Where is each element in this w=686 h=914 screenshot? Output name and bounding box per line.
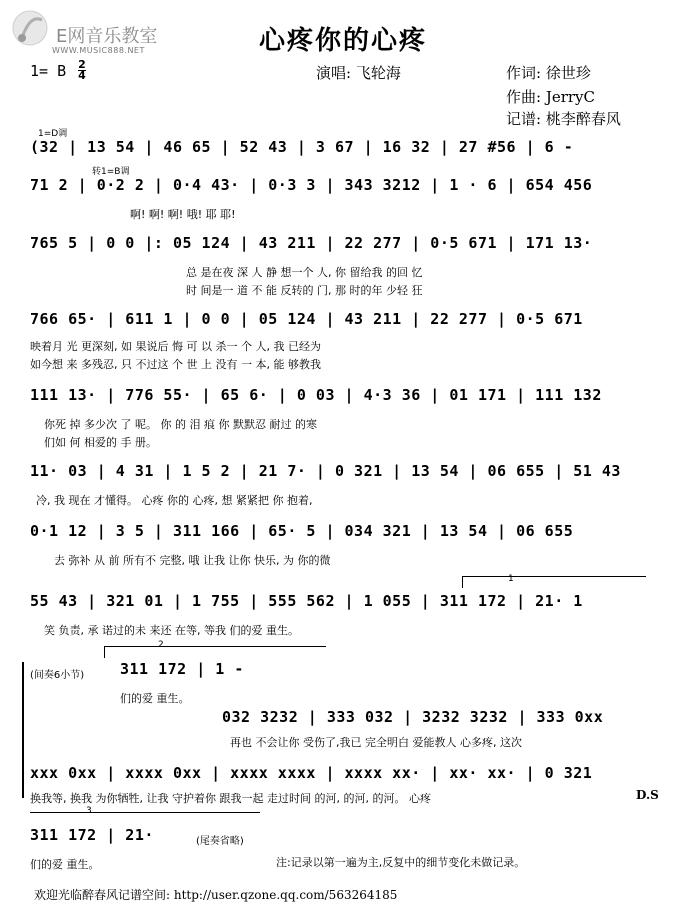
score-line-2: 71 2 | 0·2 2 | 0·4 43· | 0·3 3 | 343 3212 | 1 · 6 | 654 456 xyxy=(30,176,593,194)
volta-2-label: 2 xyxy=(158,640,164,650)
lyricist: 作词: 徐世珍 xyxy=(506,64,591,82)
transcriber: 记谱: 桃李醉春风 xyxy=(506,110,621,128)
score-line-11: xxx 0xx | xxxx 0xx | xxxx xxxx | xxxx xx· | xx· xx· | 0 321 xyxy=(30,764,593,782)
volta-2-bracket-edge xyxy=(104,646,105,658)
volta-2-bracket xyxy=(104,646,326,647)
lyric-line-10: 笑 负责, 承 诺过的未 来还 在等, 等我 们的爱 重生。 xyxy=(44,624,299,637)
key-change-note: 转1=B调 xyxy=(92,167,130,177)
score-line-10: 032 3232 | 333 032 | 3232 3232 | 333 0xx xyxy=(222,708,604,726)
lyric-line-8: 冷, 我 现在 才懂得。 心疼 你的 心疼, 想 紧紧把 你 抱着, xyxy=(36,494,313,507)
singer: 演唱: 飞轮海 xyxy=(316,64,401,82)
transcription-note: 注:记录以第一遍为主,反复中的细节变化未做记录。 xyxy=(276,856,526,869)
lyric-line-9: 去 弥补 从 前 所有不 完整, 哦 让我 让你 快乐, 为 你的微 xyxy=(54,554,331,567)
score-line-6: 11· 03 | 4 31 | 1 5 2 | 21 7· | 0 321 | 13 54 | 06 655 | 51 43 xyxy=(30,462,621,480)
score-line-8: 55 43 | 321 01 | 1 755 | 555 562 | 1 055 | 311 172 | 21· 1 xyxy=(30,592,583,610)
intro-key-note: 1=D调 xyxy=(38,129,68,139)
key-signature: 1= B xyxy=(30,62,67,80)
lyric-line-5: 如今想 来 多残忍, 只 不过这 个 世 上 没有 一 本, 能 够教我 xyxy=(30,358,321,371)
lyric-line-14: 们的爱 重生。 xyxy=(30,858,100,871)
volta-1-label: 1 xyxy=(508,574,514,584)
ds-marker: D.S xyxy=(636,788,659,802)
score-line-12: 311 172 | 21· xyxy=(30,826,154,844)
meter-bottom: 4 xyxy=(78,69,86,82)
footer-link[interactable]: 欢迎光临醉春风记谱空间: http://user.qzone.qq.com/563264185 xyxy=(34,888,398,902)
score-line-9: 311 172 | 1 - xyxy=(120,660,244,678)
lyric-line-6: 你死 掉 多少次 了 呢。 你 的 泪 痕 你 默默忍 耐过 的寒 xyxy=(44,418,317,431)
lyric-line-3: 时 间是一 道 不 能 反转的 门, 那 时的年 少轻 狂 xyxy=(186,284,423,297)
volta-1-bracket xyxy=(462,576,646,577)
score-line-4: 766 65· | 611 1 | 0 0 | 05 124 | 43 211 | 22 277 | 0·5 671 xyxy=(30,310,583,328)
lyric-line-2: 总 是在夜 深 人 静 想一个 人, 你 留给我 的回 忆 xyxy=(186,266,423,279)
coda-note: (尾奏省略) xyxy=(196,836,244,847)
score-line-5: 111 13· | 776 55· | 65 6· | 0 03 | 4·3 36 | 01 171 | 111 132 xyxy=(30,386,602,404)
volta-3-label: 3 xyxy=(86,806,92,816)
volta-1-bracket-edge xyxy=(462,576,463,588)
section-bracket xyxy=(22,662,24,798)
lyric-line-7: 们如 何 相爱的 手 册。 xyxy=(44,436,157,449)
score-line-3: 765 5 | 0 0 |: 05 124 | 43 211 | 22 277 | 0·5 671 | 171 13· xyxy=(30,234,593,252)
logo-url: WWW.MUSIC888.NET xyxy=(52,46,145,55)
song-title: 心疼你的心疼 xyxy=(258,26,427,56)
meter-top: 2 xyxy=(78,58,86,71)
score-line-7: 0·1 12 | 3 5 | 311 166 | 65· 5 | 034 321 | 13 54 | 06 655 xyxy=(30,522,574,540)
volta-3-bracket xyxy=(30,812,260,813)
composer: 作曲: JerryC xyxy=(506,88,596,106)
time-signature xyxy=(78,60,86,81)
score-line-1: (32 | 13 54 | 46 65 | 52 43 | 3 67 | 16 32 | 27 #56 | 6 - xyxy=(30,138,574,156)
logo-text: E网音乐教室 xyxy=(56,26,158,47)
lyric-line-12: 再也 不会让你 受伤了,我已 完全明白 爱能教人 心多疼, 这次 xyxy=(230,736,522,749)
lyric-line-13: 换我等, 换我 为你牺牲, 让我 守护着你 跟我一起 走过时间 的河, 的河, 的河。 心疼 xyxy=(30,792,431,805)
lyric-line-11: 们的爱 重生。 xyxy=(120,692,190,705)
lyric-line-4: 映着月 光 更深刻, 如 果说后 悔 可 以 杀一 个 人, 我 已经为 xyxy=(30,340,321,353)
interlude-note: (间奏6小节) xyxy=(30,670,85,681)
lyric-line-1: 啊! 啊! 啊! 哦! 耶 耶! xyxy=(130,208,236,221)
